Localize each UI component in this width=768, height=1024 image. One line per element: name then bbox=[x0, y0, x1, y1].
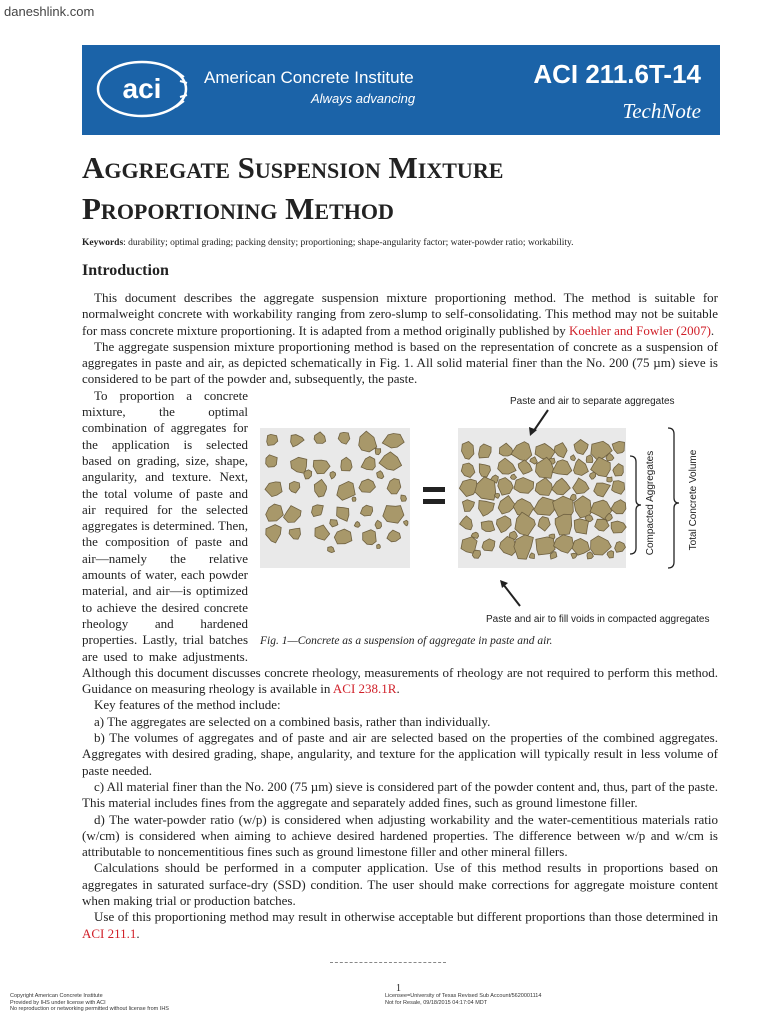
org-tagline: Always advancing bbox=[311, 91, 416, 106]
figure-label-top: Paste and air to separate aggregates bbox=[510, 395, 675, 407]
keywords-label: Keywords bbox=[82, 238, 124, 248]
aci-211-link[interactable]: ACI 211.1 bbox=[82, 925, 137, 941]
keywords bbox=[82, 238, 722, 248]
aggregate-particle bbox=[266, 455, 278, 467]
aggregate-particle bbox=[607, 477, 612, 482]
feature-item: d) The water-powder ratio (w/p) is considered when adjusting workability and the water-cementitious materials ratio (w/cm) is considered when aiming to achieve desired hardened properties. The difference between w/p and w/cm is attributable to noncementitious fines such as ground limestone filler and other mineral fillers. bbox=[82, 811, 718, 860]
total-volume-brace bbox=[668, 428, 679, 568]
feature-item: a) The aggregates are selected on a combined basis, rather than individually. bbox=[94, 713, 491, 729]
footer-left bbox=[10, 993, 169, 1013]
aggregate-particle bbox=[363, 529, 377, 544]
aci-logo bbox=[96, 59, 188, 119]
paragraph bbox=[82, 909, 718, 942]
paragraph: Calculations should be performed in a computer application. Use of this method results in proportions based on aggregates in saturated surface-dry (SSD) condition. The user should make corrections for aggregate moisture content when making trial or production batches. bbox=[82, 860, 718, 908]
paragraph-text: The aggregate suspension mixture proportioning method is based on the representation of concrete as a suspension of aggregates in paste and air, as depicted schematically in Fig. 1. All solid material finer than the No. 200 (75 µm) sieve is considered to be part of the powder and, subsequently, the paste. bbox=[82, 338, 718, 387]
paragraph-text: Use of this proportioning method may result in otherwise acceptable but different proportions than those determined in bbox=[94, 909, 718, 925]
paragraph bbox=[82, 339, 718, 388]
page-number: 1 bbox=[396, 983, 401, 994]
feature-item: c) All material finer than the No. 200 (75 µm) sieve is considered part of the powder content and, thus, part of the paste. This material includes fines from the aggregate and separately added fines, such as ground limestone filler. bbox=[82, 778, 718, 811]
org-name: American Concrete Institute bbox=[204, 68, 414, 87]
equals-sign bbox=[423, 487, 445, 504]
paragraph: Key features of the method include: bbox=[94, 697, 281, 713]
footer-line: Copyright American Concrete Institute bbox=[10, 993, 103, 999]
figure-1 bbox=[258, 388, 718, 650]
footer-line: Not for Resale, 09/18/2015 04:17:04 MDT bbox=[385, 999, 488, 1006]
doc-type: TechNote bbox=[622, 99, 701, 123]
aggregate-particle bbox=[377, 544, 381, 548]
document-header bbox=[82, 45, 720, 135]
paragraph bbox=[82, 290, 718, 339]
figure-caption: Fig. 1—Concrete as a suspension of aggregate in paste and air. bbox=[260, 634, 553, 647]
paragraph-end: . bbox=[396, 681, 400, 697]
aggregate-particle bbox=[328, 546, 335, 552]
body-text bbox=[82, 290, 718, 942]
paragraph-text: To proportion a concrete mixture, the optimal combination of aggregates for the application is selected based on grading, size, shape, angularity, and texture. Next, the total volume of paste and air required for the selected aggregates is determined. Then, the composition of paste and air—namely the relative amounts of water, each powder material, and air—is optimized to achieve the desired concrete rheology and hardened properties. Lastly, trial batches are used to make adjustments. Although this document discusses concrete rheology, measurements of rheology are not required to perform this method. Guidance on measuring rheology is available in bbox=[82, 387, 718, 697]
intro-heading: Introduction bbox=[82, 262, 169, 279]
compacted-aggregates-label: Compacted Aggregates bbox=[645, 450, 656, 556]
feature-item: b) The volumes of aggregates and of paste and air are selected based on the properties of the combined aggregates. Aggregates with desired grading, shape, angularity, and texture for the application will typically result in less volume of paste needed. bbox=[82, 730, 718, 778]
keywords-list: : durability; optimal grading; packing density; proportioning; shape-angularity factor; water-powder ratio; workability. bbox=[123, 238, 574, 248]
aggregate-particle bbox=[574, 518, 588, 533]
loose-aggregate-panel bbox=[260, 428, 410, 568]
arrow-bottom bbox=[503, 584, 520, 606]
aggregate-particle bbox=[479, 444, 492, 458]
footer-line: Provided by IHS under license with ACI bbox=[10, 999, 106, 1006]
footer-right bbox=[385, 993, 541, 1006]
aggregate-particle bbox=[472, 550, 480, 558]
watermark: daneshlink.com bbox=[4, 4, 95, 19]
document-title bbox=[82, 147, 722, 229]
footer-line: Licensee=University of Texas Revised Sub Account/5620001114 bbox=[385, 993, 542, 999]
aggregate-particle bbox=[401, 495, 407, 501]
figure-label-bottom: Paste and air to fill voids in compacted aggregates bbox=[486, 613, 710, 625]
paragraph-text: This document describes the aggregate suspension mixture proportioning method. The method is suitable for normalweight concrete with workability ranging from zero-slump to self-consolidating. This method may not be suitable for mass concrete mixture proportioning. It is adapted from a method originally published by bbox=[82, 290, 718, 338]
paragraph-end: . bbox=[710, 322, 715, 338]
footer-line: No reproduction or networking permitted without license from IHS bbox=[10, 1006, 169, 1012]
logo-text: aci bbox=[122, 73, 162, 104]
figure-1-diagram bbox=[258, 388, 718, 628]
paragraph-end: . bbox=[136, 925, 140, 941]
aggregate-particle bbox=[481, 521, 495, 532]
title-line-2: Proportioning Method bbox=[82, 191, 394, 226]
koehler-fowler-link[interactable]: Koehler and Fowler (2007) bbox=[569, 322, 711, 338]
compacted-brace bbox=[630, 456, 641, 554]
footer-divider bbox=[330, 962, 446, 963]
title-line-1: Aggregate Suspension Mixture bbox=[82, 150, 504, 185]
aci-238-link[interactable]: ACI 238.1R bbox=[332, 681, 397, 697]
total-volume-label: Total Concrete Volume bbox=[688, 449, 699, 551]
aggregate-particle bbox=[352, 497, 356, 501]
doc-number: ACI 211.6T-14 bbox=[533, 59, 701, 89]
